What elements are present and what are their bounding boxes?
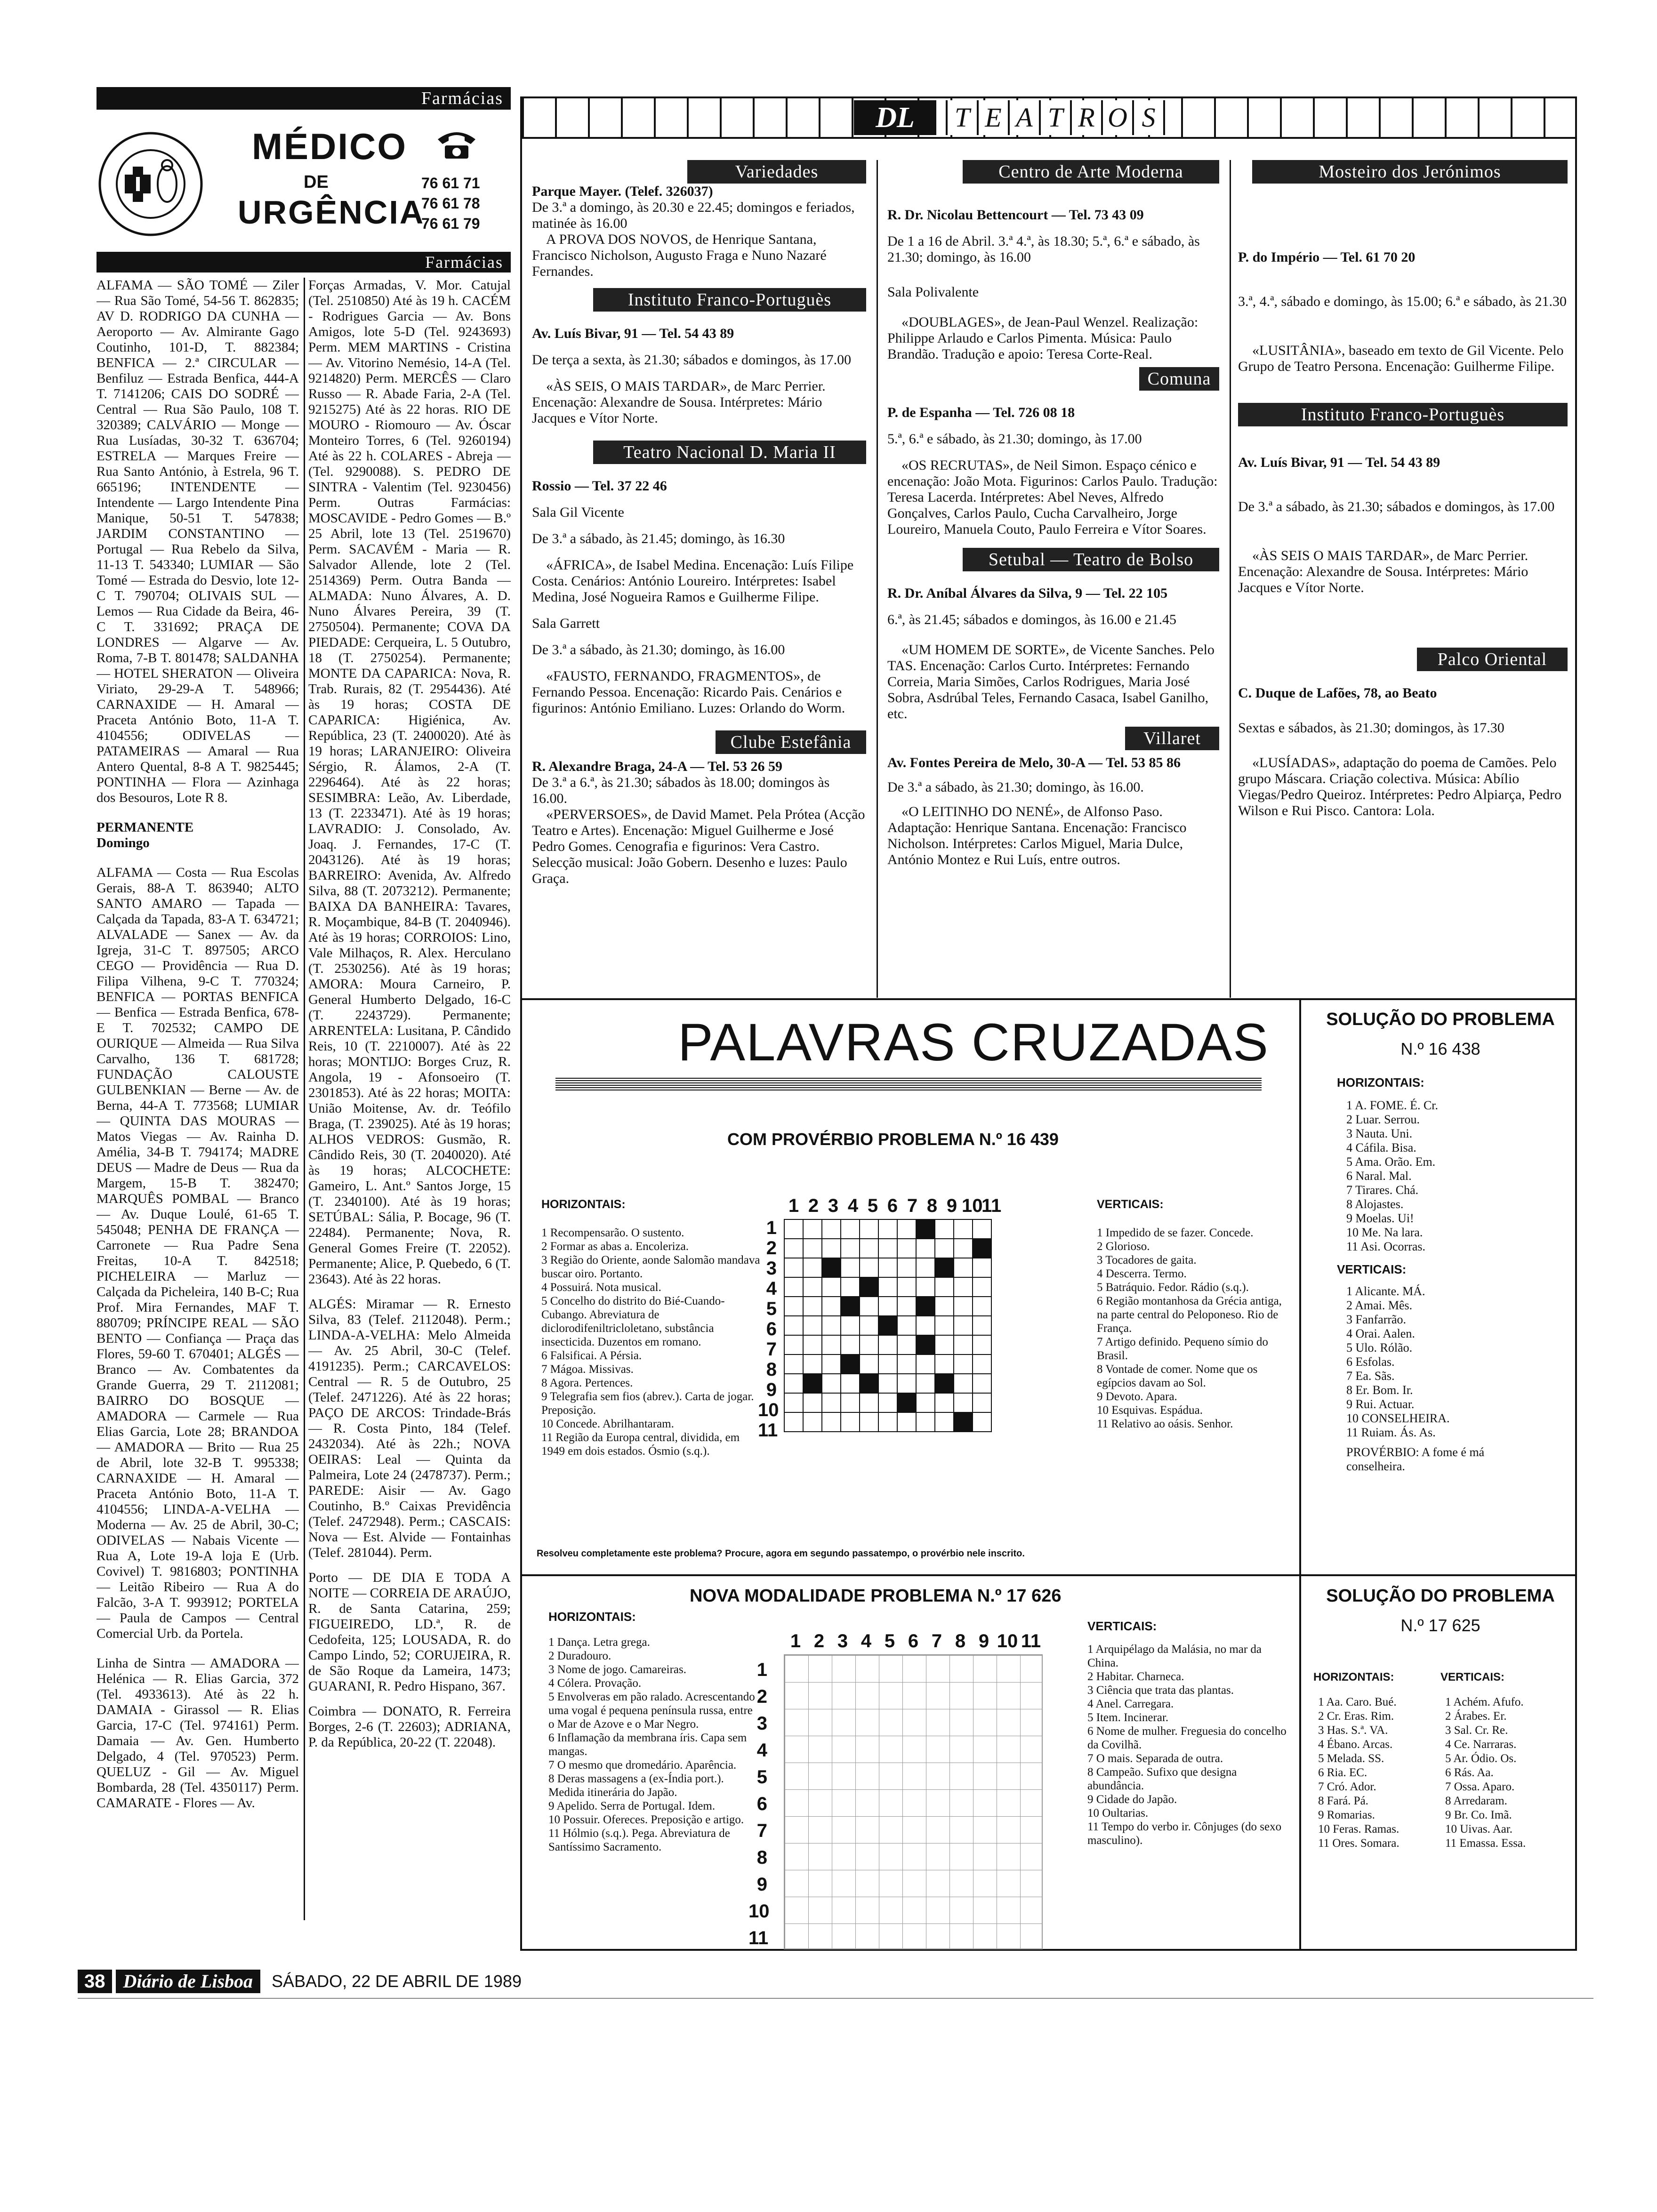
clue: 5 Batráquio. Fedor. Rádio (s.q.). bbox=[1097, 1281, 1249, 1294]
solution-entry: 3 Sal. Cr. Re. bbox=[1445, 1724, 1508, 1737]
solution-entry: 10 Feras. Ramas. bbox=[1318, 1823, 1400, 1835]
pharmacy-list-coimbra: Coimbra — DONATO, R. Ferreira Borges, 2-6 (T. 22603); ADRIANA, P. da República, 20-22 (T. 22048). bbox=[308, 1704, 511, 1750]
col-number: 8 bbox=[955, 1631, 966, 1651]
row-number: 5 bbox=[766, 1298, 777, 1319]
col-number: 3 bbox=[837, 1631, 848, 1651]
masthead: Diário de Lisboa bbox=[116, 1970, 261, 1993]
clue: 1 Recompensarão. O sustento. bbox=[541, 1226, 684, 1239]
solution-entry: 4 Cáfila. Bisa. bbox=[1346, 1141, 1416, 1154]
col-number: 11 bbox=[981, 1195, 1002, 1216]
col-number: 11 bbox=[1021, 1631, 1041, 1651]
row-number: 8 bbox=[766, 1359, 777, 1380]
solution-entry: 1 Alicante. MÁ. bbox=[1346, 1284, 1425, 1298]
solution-entry: 8 Fará. Pá. bbox=[1318, 1795, 1368, 1807]
teatros-banner bbox=[520, 96, 1577, 139]
row-number: 10 bbox=[758, 1400, 779, 1420]
teatros-col-divider-1 bbox=[877, 160, 878, 998]
row-number: 2 bbox=[766, 1238, 777, 1258]
solution-entry: 7 Ea. Sãs. bbox=[1346, 1369, 1395, 1383]
title-letter: R bbox=[1070, 100, 1101, 135]
clue: 11 Relativo ao oásis. Senhor. bbox=[1097, 1418, 1233, 1430]
pharmacy-column-1 bbox=[97, 278, 299, 1925]
pharmacy-list-porto: Porto — DE DIA E TODA A NOITE — CORREIA DE ARAÚJO, R. de Santa Catarina, 259; FIGUEIREDO, LD.ª, R. de Cedofeita, 125; LOUSADA, R. do Campo Lindo, 52; CORUJEIRA, R. de São Roque da Lameira, 1473; GUARANI, R. Pedro Hispano, 367. bbox=[308, 1570, 511, 1694]
solution-vert-label: VERTICAIS: bbox=[1440, 1671, 1505, 1683]
clue: 7 Artigo definido. Pequeno símio do Brasil. bbox=[1097, 1336, 1268, 1362]
solution-entry: 8 Arredaram. bbox=[1445, 1795, 1507, 1807]
row-number: 2 bbox=[756, 1686, 767, 1707]
page-footer bbox=[78, 1970, 737, 1993]
clue: 9 Cidade do Japão. bbox=[1087, 1793, 1177, 1806]
crossword-horiz-clues bbox=[541, 1226, 763, 1458]
clue: 11 Tempo do verbo ir. Cônjuges (do sexo masculino). bbox=[1087, 1820, 1282, 1847]
clue: 5 Item. Incinerar. bbox=[1087, 1711, 1169, 1724]
crossword-title: PALAVRAS CRUZADAS bbox=[678, 1013, 1269, 1072]
clue: 3 Tocadores de gaita. bbox=[1097, 1254, 1197, 1266]
clinica-logo-icon bbox=[97, 130, 205, 238]
clue: 5 Envolveras em pão ralado. Acrescentando uma vogal é pequena península russa, entre o Mar de Azove e o Mar Negro. bbox=[548, 1691, 755, 1731]
theatre-schedule: Sextas e sábados, às 21.30; domingos, às 17.30 bbox=[1238, 720, 1504, 736]
title-letter: S bbox=[1132, 100, 1165, 135]
row-number: 1 bbox=[756, 1659, 767, 1680]
solution-entry: 6 Ria. EC. bbox=[1318, 1766, 1367, 1779]
clue: 11 Hólmio (s.q.). Pega. Abreviatura de Santíssimo Sacramento. bbox=[548, 1827, 730, 1853]
clue: 6 Inflamação da membrana íris. Capa sem mangas. bbox=[548, 1731, 747, 1758]
theatre-address: Av. Luís Bivar, 91 — Tel. 54 43 89 bbox=[532, 326, 734, 341]
clue: 6 Falsificai. A Pérsia. bbox=[541, 1349, 642, 1362]
clue: 10 Concede. Abrilhantaram. bbox=[541, 1418, 674, 1430]
clue: 4 Possuirá. Nota musical. bbox=[541, 1281, 661, 1294]
row-number: 7 bbox=[766, 1339, 777, 1360]
col-number: 3 bbox=[828, 1195, 839, 1216]
solution-entry: 9 Rui. Actuar. bbox=[1346, 1397, 1415, 1411]
solution-entry: 7 Ossa. Aparo. bbox=[1445, 1780, 1515, 1793]
theatre-head: Comuna bbox=[1139, 367, 1219, 391]
theatre-schedule: De 3.ª a sábado, às 21.30; domingo, às 16.00. bbox=[887, 779, 1144, 795]
col-number: 6 bbox=[887, 1195, 898, 1216]
theatre-address: C. Duque de Lafões, 78, ao Beato bbox=[1238, 685, 1437, 701]
theatre-schedule: De 1 a 16 de Abril. 3.ª 4.ª, às 18.30; 5.ª, 6.ª e sábado, às 21.30; domingo, às 16.00 bbox=[887, 233, 1200, 265]
row-number: 8 bbox=[756, 1847, 767, 1868]
row-number: 9 bbox=[766, 1379, 777, 1400]
col-number: 4 bbox=[861, 1631, 872, 1651]
solution-entry: 10 Uivas. Aar. bbox=[1445, 1823, 1513, 1835]
theatre-address: R. Alexandre Braga, 24-A — Tel. 53 26 59 bbox=[532, 759, 782, 774]
row-number: 4 bbox=[756, 1740, 767, 1761]
solution-entry: 8 Alojastes. bbox=[1346, 1197, 1404, 1211]
row-number: 6 bbox=[766, 1319, 777, 1339]
col-number: 1 bbox=[790, 1631, 801, 1651]
theatre-schedule: De 3.ª a sábado, às 21.30; domingo, às 16.00 bbox=[532, 642, 785, 657]
solution-entry: 11 Ruiam. Ás. As. bbox=[1346, 1426, 1436, 1439]
solution-entry: 5 Ulo. Rólão. bbox=[1346, 1341, 1413, 1354]
theatre-show: «PERVERSOES», de David Mamet. Pela Prótea (Acção Teatro e Artes). Encenação: Miguel Guilherme e José Pedro Gomes. Cenografia e figurinos: Vera Castro. Selecção musical: João Gobern. Desenho e luzes: Paulo Graça. bbox=[532, 807, 865, 886]
solution-entry: 4 Ébano. Arcas. bbox=[1318, 1738, 1393, 1751]
dl-logo: DL bbox=[854, 100, 936, 135]
theatre-schedule: 6.ª, às 21.45; sábados e domingos, às 16.00 e 21.45 bbox=[887, 612, 1177, 627]
theatre-show: «LUSITÂNIA», baseado em texto de Gil Vicente. Pelo Grupo de Teatro Persona. Encenação: Guilherme Filipe. bbox=[1238, 343, 1564, 374]
clue: 9 Telegrafia sem fios (abrev.). Carta de jogar. Preposição. bbox=[541, 1390, 754, 1417]
theatre-schedule: De 3.ª a sábado, às 21.30; sábados e domingos, às 17.00 bbox=[1238, 499, 1555, 514]
solution-entry: 3 Fanfarrão. bbox=[1346, 1313, 1407, 1326]
row-number: 3 bbox=[766, 1258, 777, 1279]
theatre-show: «LUSÍADAS», adaptação do poema de Camões. Pelo grupo Máscara. Criação colectiva. Música: Abílio Viegas/Pedro Queiroz. Intérpretes: Pedro Alpiarça, Pedro Wilson e Rui Pisco. Cantora: Lola. bbox=[1238, 755, 1562, 818]
theatre-address: Av. Fontes Pereira de Melo, 30-A — Tel. 53 85 86 bbox=[887, 755, 1181, 770]
title-letter: T bbox=[946, 100, 977, 135]
solution-vert-label: VERTICAIS: bbox=[1337, 1262, 1407, 1276]
pharmacy-list-a: ALFAMA — SÃO TOMÉ — Ziler — Rua São Tomé, 54-56 T. 862835; AV D. RODRIGO DA CUNHA — Aeroporto — Av. Almirante Gago Coutinho, 101-D, T. 882384; BENFICA — 2.ª CIRCULAR — Benfiluz — Estrada Benfica, 444-A T. 7141206; CAIS DO SODRÉ — Central — Rua São Paulo, 108 T. 320389; CALVÁRIO — Monge — Rua Lusíadas, 30-32 T. 636704; ESTRELA — Marques Freire — Rua Santo António, à Estrela, 96 T. 665196; INTENDENTE — Intendente — Largo Intendente Pina Manique, 50-51 T. 547838; JARDIM CONSTANTINO — Portugal — Rua Rebelo da Silva, 11-13 T. 543340; LUMIAR — São Tomé — Estrada do Desvio, lote 12-C T. 790704; OLIVAIS SUL — Lemos — Rua Cidade da Beira, 46-C T. 331692; PRAÇA DE LONDRES — Algarve — Av. Roma, 7-B T. 801478; SALDANHA — HOTEL SHERATON — Oliveira Viriato, 29-29-A T. 548966; CARNAXIDE — H. Amaral — Praceta António Boto, 11-A T. 4104556; ODIVELAS — PATAMEIRAS — Amaral — Rua Antero Quental, 8-8 A T. 9825445; PONTINHA — Flora — Azinhaga dos Besouros, Lote R 8. bbox=[97, 278, 299, 805]
theatre-show: «OS RECRUTAS», de Neil Simon. Espaço cénico e encenação: João Mota. Figurinos: Carlos Paulo. Tradução: Teresa Lacerda. Intérpretes: Abel Neves, Alfredo Gonçalves, Carlos Paulo, Cucha Carvalheiro, Jorge Loureiro, Manuela Couto, Paulo Ferreira e Vítor Soares. bbox=[887, 457, 1218, 537]
col-number: 8 bbox=[926, 1195, 938, 1216]
pharmacy-list-b: ALFAMA — Costa — Rua Escolas Gerais, 88-A T. 863940; ALTO SANTO AMARO — Tapada — Calçada da Tapada, 83-A T. 634721; ALVALADE — Sanex — Av. da Igreja, 31-C T. 897505; ARCO CEGO — Providência — Rua D. Filipa Vilhena, 9-C T. 770324; BENFICA — PORTAS BENFICA — Benfica — Estrada Benfica, 678-E T. 702532; CAMPO DE OURIQUE — Almeida — Rua Silva Carvalho, 136 T. 681728; FUNDAÇÃO CALOUSTE GULBENKIAN — Berne — Av. de Berna, 44-A T. 773568; LUMIAR — QUINTA DAS MOURAS — Matos Viegas — Av. Rainha D. Amélia, 34-B T. 794174; MADRE DEUS — Madre de Deus — Rua da Margem, 15-B T. 382470; MARQUÊS POMBAL — Branco — Av. Duque Loulé, 61-65 T. 545048; PENHA DE FRANÇA — Carronete — Rua Padre Sena Freitas, 10-A T. 842518; PICHELEIRA — Marluz — Calçada da Picheleira, 140 B-C; Rua Prof. Mira Fernandes, MAF T. 880709; PRÍNCIPE REAL — SÃO BENTO — Confiança — Praça das Flores, 59-60 T. 670401; ALGÉS — Branco — Av. Combatentes da Grande Guerra, 29 T. 2112081; BAIRRO DO BOSQUE — AMADORA — Carmele — Rua Elias Garcia, Lote 28; BRANDOA — AMADORA — Brito — Rua 25 de Abril, lote 32-B T. 995338; CARNAXIDE — H. Amaral — Praceta António Boto, 11-A T. 4104556; LINDA-A-VELHA — Moderna — Av. 25 de Abril, 30-C; ODIVELAS — Nabais Vicente — Rua A, Lote 19-A loja E (Urb. Covivel) T. 9816803; PONTINHA — Leitão Ribeiro — Rua A do Falcão, 3-A T. 993912; PORTELA — Paula de Campos — Central Comercial Urb. da Portela. bbox=[97, 865, 299, 1641]
solution-horiz-col bbox=[1313, 1671, 1440, 1851]
clue: 3 Nome de jogo. Camareiras. bbox=[548, 1663, 686, 1676]
permanente-title: PERMANENTE bbox=[97, 820, 194, 835]
solution-entry: 1 Achém. Afufo. bbox=[1445, 1696, 1524, 1708]
medico-urgencia: URGÊNCIA bbox=[238, 194, 425, 231]
clue: 2 Glorioso. bbox=[1097, 1240, 1150, 1253]
theatre-address: P. do Império — Tel. 61 70 20 bbox=[1238, 249, 1416, 265]
crossword-divider bbox=[1299, 1000, 1301, 1951]
clue: 5 Concelho do distrito do Bié-Cuando-Cubango. Abreviatura de diclorodifeniltricloletano, substância insecticida. Duzentos em romano. bbox=[541, 1295, 725, 1348]
solution-horiz-list bbox=[1346, 1098, 1568, 1254]
col-number: 9 bbox=[946, 1195, 957, 1216]
permanente-subtitle: Domingo bbox=[97, 835, 150, 850]
theatre-head: Villaret bbox=[1125, 727, 1219, 750]
theatre-head: Palco Oriental bbox=[1417, 648, 1568, 671]
theatre-address: P. de Espanha — Tel. 726 08 18 bbox=[887, 405, 1075, 420]
row-number: 5 bbox=[756, 1767, 767, 1787]
telephone-icon bbox=[435, 128, 478, 160]
solution-entry: 3 Has. S.ª. VA. bbox=[1318, 1724, 1388, 1737]
theatre-head: Variedades bbox=[687, 160, 866, 184]
crossword-grid-2[interactable] bbox=[784, 1654, 1043, 1949]
solution-entry: 5 Ar. Ódio. Os. bbox=[1445, 1752, 1517, 1765]
clue: 4 Anel. Carregara. bbox=[1087, 1698, 1174, 1710]
crossword-title-underline bbox=[555, 1078, 1262, 1092]
column-divider-1 bbox=[304, 278, 305, 1920]
theatre-sala: Sala Polivalente bbox=[887, 284, 979, 300]
solution-title: SOLUÇÃO DO PROBLEMA bbox=[1326, 1586, 1555, 1606]
clue: 1 Dança. Letra grega. bbox=[548, 1636, 650, 1649]
title-letter: E bbox=[977, 100, 1008, 135]
solution-entry: 1 Aa. Caro. Bué. bbox=[1318, 1696, 1397, 1708]
solution-entry: 6 Rás. Aa. bbox=[1445, 1766, 1494, 1779]
crossword-vert-clues bbox=[1097, 1226, 1290, 1431]
clue: 7 O mesmo que dromedário. Aparência. bbox=[548, 1759, 737, 1771]
solution-entry: 8 Er. Bom. Ir. bbox=[1346, 1383, 1413, 1397]
solution-entry: 4 Ce. Narraras. bbox=[1445, 1738, 1517, 1751]
solution-entry: 10 Me. Na lara. bbox=[1346, 1226, 1423, 1239]
pharmacy-column-2 bbox=[308, 278, 511, 1925]
theatre-show: «ÀS SEIS O MAIS TARDAR», de Marc Perrier. Encenação: Alexandre de Sousa. Intérpretes: Mário Jacques e Vítor Norte. bbox=[1238, 548, 1528, 595]
col-number: 6 bbox=[908, 1631, 919, 1651]
col-number: 5 bbox=[884, 1631, 895, 1651]
clue: 7 Mágoa. Missivas. bbox=[541, 1363, 634, 1376]
theatre-schedule: 5.ª, 6.ª e sábado, às 21.30; domingo, às 17.00 bbox=[887, 431, 1142, 447]
grid1-col-numbers bbox=[784, 1195, 1001, 1217]
theatre-schedule: De 3.ª a domingo, às 20.30 e 22.45; domingos e feriados, matinée às 16.00 bbox=[532, 200, 855, 231]
theatre-show: «ÁFRICA», de Isabel Medina. Encenação: Luís Filipe Costa. Cenários: António Loureiro. Intérpretes: Isabel Medina, José Nogueira Ramos e Guilherme Filipe. bbox=[532, 557, 854, 605]
solution-entry: 10 CONSELHEIRA. bbox=[1346, 1411, 1450, 1425]
col-number: 2 bbox=[808, 1195, 819, 1216]
crossword-horiz-label: HORIZONTAIS: bbox=[541, 1198, 626, 1211]
solution-number: N.º 17 625 bbox=[1400, 1616, 1480, 1635]
crossword-footer: Resolveu completamente este problema? Procure, agora em segundo passatempo, o provérbio nele inscrito. bbox=[537, 1548, 1025, 1559]
solution-entry: 2 Cr. Eras. Rim. bbox=[1318, 1710, 1394, 1723]
crossword-subtitle: COM PROVÉRBIO PROBLEMA N.º 16 439 bbox=[727, 1130, 1059, 1149]
nova-vert-clues bbox=[1087, 1643, 1290, 1847]
solution-entry: 11 Emassa. Essa. bbox=[1445, 1837, 1526, 1850]
teatros-column-2 bbox=[887, 160, 1219, 868]
crossword-mid-rule bbox=[520, 1574, 1577, 1576]
solution-entry: 5 Melada. SS. bbox=[1318, 1752, 1384, 1765]
nova-vert-label: VERTICAIS: bbox=[1087, 1619, 1157, 1633]
solution-entry: 2 Amai. Mês. bbox=[1346, 1298, 1413, 1312]
clue: 10 Oultarias. bbox=[1087, 1807, 1149, 1819]
theatre-address: R. Dr. Nicolau Bettencourt — Tel. 73 43 09 bbox=[887, 207, 1144, 223]
clue: 2 Formar as abas a. Encoleriza. bbox=[541, 1240, 689, 1253]
solution-entry: 2 Árabes. Er. bbox=[1445, 1710, 1507, 1723]
grid2-row-numbers bbox=[748, 1657, 770, 1952]
solution-entry: 7 Tirares. Chá. bbox=[1346, 1183, 1419, 1197]
theatre-show: «DOUBLAGES», de Jean-Paul Wenzel. Realização: Philippe Arlaudo e Carlos Pimenta. Música: Paulo Brandão. Tradução e apoio: Teresa Corte-Real. bbox=[887, 314, 1199, 362]
clue: 9 Apelido. Serra de Portugal. Idem. bbox=[548, 1800, 716, 1812]
solution-vert-list bbox=[1445, 1695, 1568, 1851]
pharmacy-list-d: Forças Armadas, V. Mor. Catujal (Tel. 2510850) Até às 19 h. CACÉM - Rodrigues Garcia — Av. Bons Amigos, lote 5-D (Tel. 9243693) Perm. MEM MARTINS - Cristina — Av. Vitorino Nemésio, 14-A (Tel. 9214820) Perm. MERCÊS — Claro Russo — R. Abade Faria, 2-A (Tel. 9215275) Até às 22 horas. RIO DE MOURO - Riomouro — Av. Óscar Monteiro Torres, 6 (Tel. 9260194) Até às 22 h. COLARES - Abreja — (Tel. 9290088). S. PEDRO DE SINTRA - Valentim (Tel. 9230456) Perm. Outras Farmácias: MOSCAVIDE - Pedro Gomes — B.º 25 Abril, lote 13 (Tel. 2519670) Perm. SACAVÉM - Maria — R. Salvador Allende, lote 2 (Tel. 2514369) Perm. Outra Banda — ALMADA: Nuno Álvares, A. D. Nuno Álvares Pereira, 39 (T. 2750504). Permanente; COVA DA PIEDADE: Cerqueira, L. 5 Outubro, 18 (T. 2750254). Permanente; MONTE DA CAPARICA: Nova, R. Trab. Rurais, 82 (T. 2954436). Até às 19 horas; COSTA DE CAPARICA: Higiénica, Av. República, 23 (T. 2400020). Até às 19 horas; LARANJEIRO: Oliveira Sérgio, R. Álamos, 2-A (T. 2296464). Até às 22 horas; SESIMBRA: Leão, Av. Liberdade, 13 (T. 2233471). Até às 19 horas; LAVRADIO: J. Consolado, Av. Joaq. J. Fernandes, 17-C (T. 2043126). Até às 19 horas; BARREIRO: Avenida, Av. Alfredo Silva, 88 (T. 2073212). Permanente; BAIXA DA BANHEIRA: Tavares, R. Moçambique, 84-B (T. 2040946). Até às 19 horas; CORROIOS: Lino, Vale Milhaços, R. Alex. Herculano (T. 2530256). Até às 19 horas; AMORA: Moura Carneiro, P. General Humberto Delgado, 16-C (T. 2243729). Permanente; ARRENTELA: Lusitana, P. Cândido Reis, 10 (T. 2210007). Até às 22 horas; MONTIJO: Borges Cruz, R. Angola, 19 - Afonsoeiro (T. 2301853). Até às 22 horas; MOITA: União Moitense, Av. dr. Teófilo Braga, (T. 239025). Até às 19 horas; ALHOS VEDROS: Gusmão, R. Cândido Reis, 30 (T. 2040020). Até às 19 horas; ALCOCHETE: Gameiro, L. Ant.º Santos Jorge, 15 (T. 2340100). Até às 19 horas; SETÚBAL: Sália, P. Bocage, 96 (T. 22484). Permanente; Nova, R. General Gomes Freire (T. 22052). Permanente; Alice, P. Quebedo, 6 (T. 23643). Até às 22 horas. bbox=[308, 278, 511, 1287]
solution-entry: 5 Ama. Orão. Em. bbox=[1346, 1155, 1436, 1169]
nova-title: NOVA MODALIDADE PROBLEMA N.º 17 626 bbox=[690, 1586, 1062, 1606]
col-number: 4 bbox=[847, 1195, 859, 1216]
clue: 1 Arquipélago da Malásia, no mar da China. bbox=[1087, 1643, 1262, 1669]
row-number: 1 bbox=[766, 1218, 777, 1238]
clue: 8 Agora. Pertences. bbox=[541, 1377, 633, 1389]
pharmacy-list-c: Linha de Sintra — AMADORA — Helénica — R. Elias Garcia, 372 (Tel. 4933613). Até às 22 h. DAMAIA - Girassol — R. Elias Garcia, 17-C (Tel. 974161) Perm. Damaia — Av. Gen. Humberto Delgado, 4 (Tel. 970523) Perm. QUELUZ - Gil — Av. Miguel Bombarda, 28 (Tel. 4350117) Perm. CAMARATE - Flores — Av. bbox=[97, 1656, 299, 1811]
theatre-schedule: De terça a sexta, às 21.30; sábados e domingos, às 17.00 bbox=[532, 352, 852, 368]
teatros-column-3 bbox=[1238, 160, 1568, 819]
title-letter: T bbox=[1039, 100, 1070, 135]
crossword-grid-1[interactable] bbox=[784, 1219, 992, 1432]
solution-vert-list bbox=[1346, 1284, 1568, 1440]
col-number: 10 bbox=[962, 1195, 983, 1216]
medico-urgencia-box bbox=[97, 111, 511, 248]
solution-box-2 bbox=[1313, 1586, 1568, 1851]
clue: 3 Ciência que trata das plantas. bbox=[1087, 1684, 1234, 1697]
solution-entry: 9 Br. Co. Imã. bbox=[1445, 1809, 1512, 1821]
theatre-schedule: 3.ª, 4.ª, sábado e domingo, às 15.00; 6.ª e sábado, às 21.30 bbox=[1238, 294, 1567, 309]
solution-entry: 11 Asi. Ocorras. bbox=[1346, 1240, 1426, 1253]
col-number: 5 bbox=[867, 1195, 878, 1216]
solution-horiz-label: HORIZONTAIS: bbox=[1337, 1075, 1424, 1090]
theatre-schedule: De 3.ª a sábado, às 21.45; domingo, às 16.30 bbox=[532, 531, 785, 546]
theatre-head: Clube Estefânia bbox=[716, 730, 866, 754]
col-number: 7 bbox=[931, 1631, 942, 1651]
phone-3: 76 61 79 bbox=[421, 215, 480, 232]
solution-number bbox=[1313, 1039, 1568, 1059]
row-number: 11 bbox=[748, 1928, 769, 1948]
solution-number-text: N.º 16 438 bbox=[1400, 1039, 1480, 1058]
phone-1: 76 61 71 bbox=[421, 175, 480, 192]
theatre-address: Av. Luís Bivar, 91 — Tel. 54 43 89 bbox=[1238, 455, 1440, 470]
footer-date: SÁBADO, 22 DE ABRIL DE 1989 bbox=[272, 1972, 522, 1991]
solution-entry: 6 Naral. Mal. bbox=[1346, 1169, 1412, 1183]
theatre-sala: Sala Garrett bbox=[532, 616, 600, 631]
clue: 4 Descerra. Termo. bbox=[1097, 1267, 1187, 1280]
theatre-show: «UM HOMEM DE SORTE», de Vicente Sanches. Pelo TAS. Encenação: Carlos Curto. Intérpretes: Fernando Correia, Maria Simões, Carlos Rodrigues, Maria José Sobra, Asdrúbal Teles, Fernando Casaca, Isabel Ganilho, etc. bbox=[887, 642, 1215, 721]
solution-horiz-list bbox=[1318, 1695, 1440, 1851]
clue: 9 Devoto. Apara. bbox=[1097, 1390, 1177, 1403]
theatre-show: «ÀS SEIS, O MAIS TARDAR», de Marc Perrier. Encenação: Alexandre de Sousa. Intérpretes: Mário Jacques e Vítor Norte. bbox=[532, 378, 826, 426]
nova-horiz-clues bbox=[548, 1635, 756, 1854]
clue: 7 O mais. Separada de outra. bbox=[1087, 1752, 1223, 1765]
clue: 8 Campeão. Sufixo que designa abundância. bbox=[1087, 1766, 1237, 1792]
solution-entry: 3 Nauta. Uni. bbox=[1346, 1127, 1413, 1140]
theatre-address: Rossio — Tel. 37 22 46 bbox=[532, 478, 667, 494]
theatre-show: «FAUSTO, FERNANDO, FRAGMENTOS», de Fernando Pessoa. Encenação: Ricardo Pais. Cenários e figurinos: António Emiliano. Luzes: Orlando do Worm. bbox=[532, 668, 845, 716]
clue: 2 Habitar. Charneca. bbox=[1087, 1670, 1184, 1683]
row-number: 4 bbox=[766, 1278, 777, 1299]
clue: 8 Deras massagens a (ex-Índia port.). Medida itinerária do Japão. bbox=[548, 1772, 724, 1799]
theatre-head: Setubal — Teatro de Bolso bbox=[963, 548, 1219, 571]
solution-entry: 4 Orai. Aalen. bbox=[1346, 1327, 1415, 1340]
theatre-head: Mosteiro dos Jerónimos bbox=[1252, 160, 1568, 184]
teatros-title bbox=[946, 100, 1165, 135]
page-number: 38 bbox=[78, 1970, 112, 1993]
teatros-column-1 bbox=[532, 160, 866, 887]
clue: 11 Região da Europa central, dividida, em 1949 em dois estados. Ósmio (s.q.). bbox=[541, 1431, 740, 1458]
solution-entry: 2 Luar. Serrou. bbox=[1346, 1113, 1420, 1126]
theatre-head: Instituto Franco-Portuguès bbox=[593, 288, 866, 312]
theatre-head: Instituto Franco-Portuguès bbox=[1238, 403, 1568, 426]
row-number: 7 bbox=[756, 1820, 767, 1841]
solution-entry: 9 Romarias. bbox=[1318, 1809, 1375, 1821]
solution-box-1 bbox=[1313, 1010, 1568, 1474]
medico-de: DE bbox=[304, 172, 329, 192]
farmacias-header-2: Farmácias bbox=[97, 252, 511, 272]
solution-entry: 6 Esfolas. bbox=[1346, 1355, 1395, 1369]
grid2-col-numbers bbox=[784, 1631, 1043, 1652]
row-number: 10 bbox=[748, 1901, 770, 1922]
solution-columns bbox=[1313, 1671, 1568, 1851]
footer-rule bbox=[78, 1998, 1593, 1999]
theatre-show: «O LEITINHO DO NENÉ», de Alfonso Paso. Adaptação: Henrique Santana. Encenação: Francisco Nicholson. Intérpretes: Carlos Miguel, Maria Dulce, António Montez e Rui Luís, entre outros. bbox=[887, 804, 1187, 867]
col-number: 9 bbox=[978, 1631, 989, 1651]
col-number: 10 bbox=[997, 1631, 1018, 1651]
nova-horiz-label: HORIZONTAIS: bbox=[548, 1610, 636, 1624]
grid1-row-numbers bbox=[758, 1218, 777, 1441]
clue: 3 Região do Oriente, aonde Salomão mandava buscar oiro. Portanto. bbox=[541, 1254, 760, 1280]
medico-title: MÉDICO bbox=[252, 126, 407, 167]
clue: 1 Impedido de se fazer. Concede. bbox=[1097, 1226, 1254, 1239]
theatre-address: Parque Mayer. (Telef. 326037) bbox=[532, 184, 713, 199]
theatre-head: Teatro Nacional D. Maria II bbox=[593, 441, 866, 464]
pharmacy-list-e: ALGÉS: Miramar — R. Ernesto Silva, 83 (Telef. 2112048). Perm.; LINDA-A-VELHA: Melo Almeida — Av. 25 Abril, 30-C (Telef. 4191235). Perm.; CARCAVELOS: Central — R. 5 de Outubro, 25 (Telef. 2471226). Até às 22 horas; PAÇO DE ARCOS: Trindade-Brás — R. Costa Pinto, 184 (Telef. 2432034). Até às 22h.; NOVA OEIRAS: Leal — Quinta da Palmeira, Lote 24 (2478737). Perm.; PAREDE: Aisir — Av. Gago Coutinho, B.º Caixas Previdência (Telef. 2472948). Perm.; CASCAIS: Nova — Est. Alvide — Fontainhas (Telef. 281044). Perm. bbox=[308, 1297, 511, 1560]
clue: 10 Esquivas. Espádua. bbox=[1097, 1404, 1203, 1417]
col-number: 1 bbox=[788, 1195, 799, 1216]
solution-title: SOLUÇÃO DO PROBLEMA bbox=[1326, 1010, 1555, 1029]
clue: 6 Nome de mulher. Freguesia do concelho da Covilhã. bbox=[1087, 1725, 1287, 1751]
farmacias-header: Farmácias bbox=[97, 87, 511, 110]
solution-entry: 1 A. FOME. É. Cr. bbox=[1346, 1098, 1439, 1112]
phone-2: 76 61 78 bbox=[421, 195, 480, 212]
theatre-show: A PROVA DOS NOVOS, de Henrique Santana, Francisco Nicholson, Augusto Fraga e Nuno Nazaré Fernandes. bbox=[532, 232, 827, 279]
clue: 4 Cólera. Provação. bbox=[548, 1677, 642, 1690]
title-letter: O bbox=[1101, 100, 1132, 135]
row-number: 3 bbox=[756, 1713, 767, 1734]
theatre-address: R. Dr. Aníbal Álvares da Silva, 9 — Tel. 22 105 bbox=[887, 585, 1168, 601]
row-number: 6 bbox=[756, 1794, 767, 1814]
title-letter: A bbox=[1008, 100, 1039, 135]
theatre-head: Centro de Arte Moderna bbox=[963, 160, 1219, 184]
teatros-col-divider-2 bbox=[1230, 160, 1231, 998]
theatre-sala: Sala Gil Vicente bbox=[532, 505, 624, 520]
row-number: 9 bbox=[756, 1874, 767, 1895]
solution-proverbio: PROVÉRBIO: A fome é má conselheira. bbox=[1346, 1445, 1485, 1473]
clue: 2 Duradouro. bbox=[548, 1650, 611, 1662]
crossword-vert-label: VERTICAIS: bbox=[1097, 1198, 1164, 1211]
solution-entry: 7 Cró. Ador. bbox=[1318, 1780, 1376, 1793]
col-number: 2 bbox=[813, 1631, 825, 1651]
solution-horiz-label: HORIZONTAIS: bbox=[1313, 1671, 1394, 1683]
clue: 10 Possuir. Ofereces. Preposição e artigo. bbox=[548, 1813, 744, 1826]
solution-vert-col bbox=[1440, 1671, 1568, 1851]
solution-entry: 11 Ores. Somara. bbox=[1318, 1837, 1400, 1850]
row-number: 11 bbox=[758, 1420, 778, 1441]
theatre-schedule: De 3.ª a 6.ª, às 21.30; sábados às 18.00; domingos às 16.00. bbox=[532, 775, 830, 806]
solution-entry: 9 Moelas. Ui! bbox=[1346, 1211, 1414, 1225]
col-number: 7 bbox=[907, 1195, 918, 1216]
clue: 8 Vontade de comer. Nome que os egípcios davam ao Sol. bbox=[1097, 1363, 1258, 1389]
clue: 6 Região montanhosa da Grécia antiga, na parte central do Peloponeso. Rio de França. bbox=[1097, 1295, 1282, 1335]
